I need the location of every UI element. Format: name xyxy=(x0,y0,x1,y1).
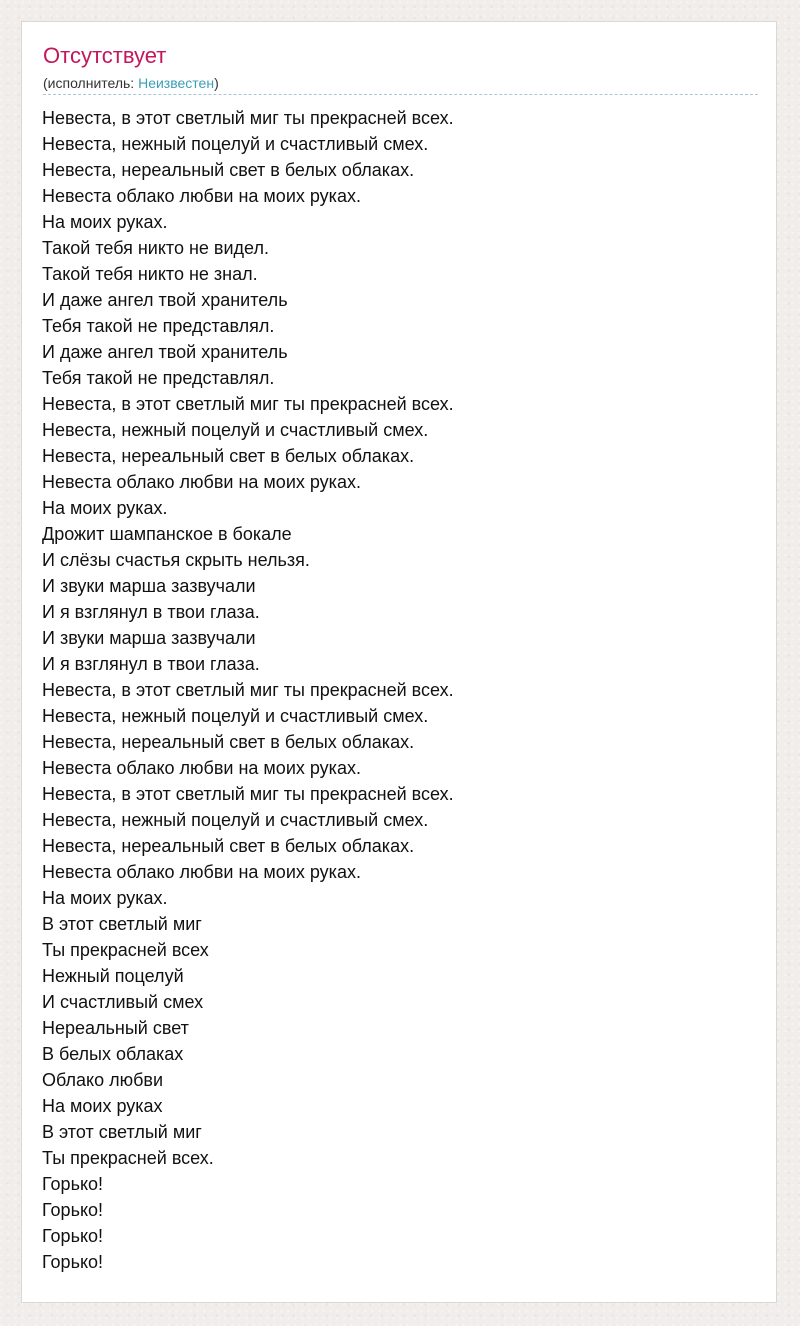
lyric-line: Облако любви xyxy=(42,1070,164,1090)
lyric-line: Невеста, в этот светлый миг ты прекрасней всех. xyxy=(42,394,454,414)
performer-link[interactable]: Неизвестен xyxy=(138,75,215,91)
lyric-line: На моих руках. xyxy=(42,212,168,232)
lyric-line: Невеста облако любви на моих руках. xyxy=(42,472,361,492)
lyric-line: Невеста, нежный поцелуй и счастливый смех. xyxy=(42,810,429,830)
lyric-line: Невеста, нереальный свет в белых облаках. xyxy=(42,446,415,466)
performer-line xyxy=(43,74,219,92)
lyric-line: Невеста, в этот светлый миг ты прекрасней всех. xyxy=(42,784,454,804)
lyric-line: В белых облаках xyxy=(42,1044,184,1064)
lyric-line: Невеста, нежный поцелуй и счастливый смех. xyxy=(42,420,429,440)
lyric-line: И я взглянул в твои глаза. xyxy=(42,602,260,622)
lyric-line: Тебя такой не представлял. xyxy=(42,316,275,336)
lyric-line: На моих руках. xyxy=(42,888,168,908)
lyric-line: Горько! xyxy=(42,1200,104,1220)
performer-prefix: (исполнитель: xyxy=(43,75,139,91)
lyric-line: Горько! xyxy=(42,1226,104,1246)
lyric-line: И счастливый смех xyxy=(42,992,204,1012)
lyric-line: Невеста, нереальный свет в белых облаках. xyxy=(42,732,415,752)
lyric-line: В этот светлый миг xyxy=(42,1122,202,1142)
lyric-line: В этот светлый миг xyxy=(42,914,202,934)
lyric-line: Такой тебя никто не видел. xyxy=(42,238,269,258)
lyric-line: И слёзы счастья скрыть нельзя. xyxy=(42,550,310,570)
lyric-line: Невеста, в этот светлый миг ты прекрасней всех. xyxy=(42,108,454,128)
lyric-line: Ты прекрасней всех xyxy=(42,940,209,960)
lyric-line: На моих руках. xyxy=(42,498,168,518)
lyric-line: Нереальный свет xyxy=(42,1018,189,1038)
lyric-line: Невеста, нежный поцелуй и счастливый смех. xyxy=(42,706,429,726)
dashed-divider xyxy=(43,94,758,95)
lyric-line: Дрожит шампанское в бокале xyxy=(42,524,292,544)
performer-suffix: ) xyxy=(214,75,219,91)
song-title: Отсутствует xyxy=(43,43,167,68)
lyric-line: Невеста облако любви на моих руках. xyxy=(42,862,361,882)
lyric-line: Горько! xyxy=(42,1252,104,1272)
lyric-line: Горько! xyxy=(42,1174,104,1194)
lyric-line: Такой тебя никто не знал. xyxy=(42,264,258,284)
lyric-line: И даже ангел твой хранитель xyxy=(42,342,288,362)
lyric-line: Ты прекрасней всех. xyxy=(42,1148,214,1168)
lyric-line: Невеста, в этот светлый миг ты прекрасней всех. xyxy=(42,680,454,700)
lyric-line: Тебя такой не представлял. xyxy=(42,368,275,388)
lyrics-card xyxy=(21,21,777,1303)
lyric-line: И звуки марша зазвучали xyxy=(42,576,256,596)
lyric-line: Невеста, нереальный свет в белых облаках. xyxy=(42,836,415,856)
lyric-line: Нежный поцелуй xyxy=(42,966,184,986)
lyrics-text xyxy=(42,105,757,1275)
lyric-line: Невеста облако любви на моих руках. xyxy=(42,186,361,206)
lyric-line: Невеста, нежный поцелуй и счастливый смех. xyxy=(42,134,429,154)
lyric-line: На моих руках xyxy=(42,1096,163,1116)
lyric-line: Невеста облако любви на моих руках. xyxy=(42,758,361,778)
lyric-line: И я взглянул в твои глаза. xyxy=(42,654,260,674)
lyric-line: И звуки марша зазвучали xyxy=(42,628,256,648)
lyric-line: И даже ангел твой хранитель xyxy=(42,290,288,310)
lyric-line: Невеста, нереальный свет в белых облаках. xyxy=(42,160,415,180)
